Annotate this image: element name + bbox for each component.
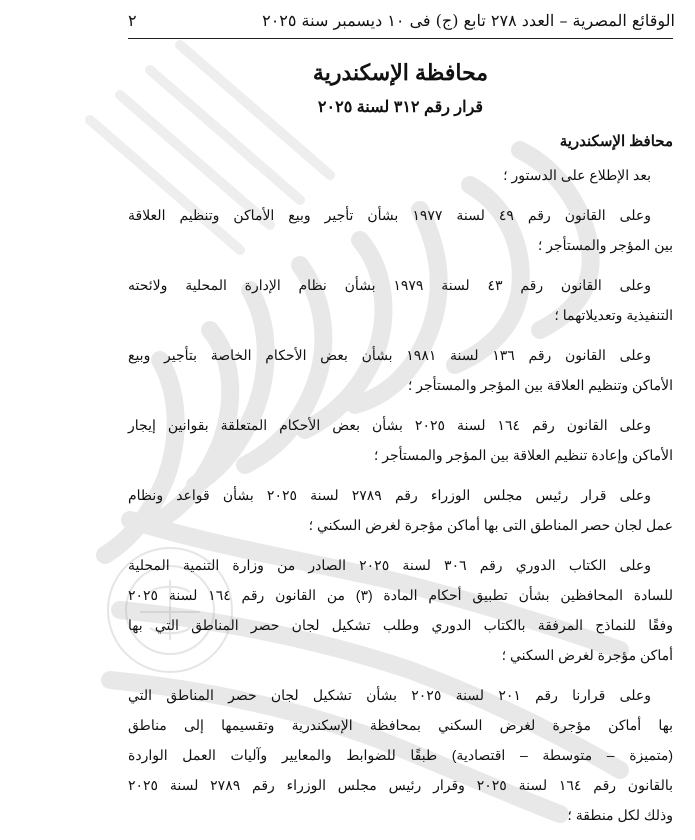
paragraph-line: التنفيذية وتعديلاتهما ؛ (554, 307, 673, 323)
decision-number: قرار رقم ٣١٢ لسنة ٢٠٢٥ (317, 99, 484, 116)
paragraph-line: وعلى قرارنا رقم ٢٠١ لسنة ٢٠٢٥ بشأن تشكيل لجان حصر المناطق التي (128, 687, 651, 703)
paragraph (128, 680, 673, 830)
paragraph (128, 270, 673, 330)
page-number: ٢ (128, 10, 137, 30)
page-header (128, 8, 675, 32)
paragraph-line: بعد الإطلاع على الدستور ؛ (503, 167, 651, 183)
document-title: محافظة الإسكندرية (312, 60, 489, 85)
paragraph (128, 160, 673, 190)
paragraph-line: بالقانون رقم ١٦٤ لسنة ٢٠٢٥ وقرار رئيس مجلس الوزراء رقم ٢٧٨٩ لسنة ٢٠٢٥ (128, 777, 673, 793)
paragraph-line: عمل لجان حصر المناطق التى بها أماكن مؤجرة لغرض السكني ؛ (308, 517, 673, 533)
paragraph-line: بها أماكن مؤجرة لغرض السكني بمحافظة الإسكندرية وتقسيمها إلى مناطق (128, 717, 673, 733)
paragraph-line: (متميزة – متوسطة – اقتصادية) طبقًا للضوابط والمعايير وآليات العمل الواردة (128, 747, 673, 763)
paragraph-line: بين المؤجر والمستأجر ؛ (537, 237, 673, 253)
paragraphs (128, 160, 673, 830)
paragraph-line: وعلى قرار رئيس مجلس الوزراء رقم ٢٧٨٩ لسنة ٢٠٢٥ بشأن قواعد ونظام (128, 487, 651, 503)
paragraph-line: للسادة المحافظين بشأن تطبيق أحكام المادة (٣) من القانون رقم ١٦٤ لسنة ٢٠٢٥ (128, 587, 673, 603)
paragraph-line: الأماكن وإعادة تنظيم العلاقة بين المؤجر والمستأجر ؛ (373, 447, 673, 463)
paragraph-line: وعلى القانون رقم ١٦٤ لسنة ٢٠٢٥ بشأن بعض الأحكام المتعلقة بقوانين إيجار (128, 417, 651, 433)
paragraph (128, 340, 673, 400)
paragraph (128, 480, 673, 540)
running-title: الوقائع المصرية – العدد ٢٧٨ تابع (ج) فى ١٠ ديسمبر سنة ٢٠٢٥ (262, 10, 675, 30)
paragraph-line: وعلى الكتاب الدوري رقم ٣٠٦ لسنة ٢٠٢٥ الصادر من وزارة التنمية المحلية (128, 557, 652, 573)
header-rule (128, 38, 673, 39)
paragraph (128, 410, 673, 470)
issuer: محافظ الإسكندرية (559, 133, 673, 150)
paragraph-line: وعلى القانون رقم ٤٩ لسنة ١٩٧٧ بشأن تأجير وبيع الأماكن وتنظيم العلاقة (128, 207, 652, 223)
paragraph (128, 200, 673, 260)
paragraph-line: وذلك لكل منطقة ؛ (567, 807, 673, 823)
paragraph-line: أماكن مؤجرة لغرض السكني ؛ (501, 647, 673, 663)
paragraph-line: وفقًا للنماذج المرفقة بالكتاب الدوري وطلب تشكيل لجان حصر المناطق التي بها (128, 617, 673, 633)
paragraph-line: وعلى القانون رقم ١٣٦ لسنة ١٩٨١ بشأن بعض الأحكام الخاصة بتأجير وبيع (128, 347, 651, 363)
paragraph-line: وعلى القانون رقم ٤٣ لسنة ١٩٧٩ بشأن نظام الإدارة المحلية ولائحته (128, 277, 651, 293)
paragraph (128, 550, 673, 670)
paragraph-line: الأماكن وتنظيم العلاقة بين المؤجر والمستأجر ؛ (407, 377, 673, 393)
document-body (128, 160, 673, 840)
